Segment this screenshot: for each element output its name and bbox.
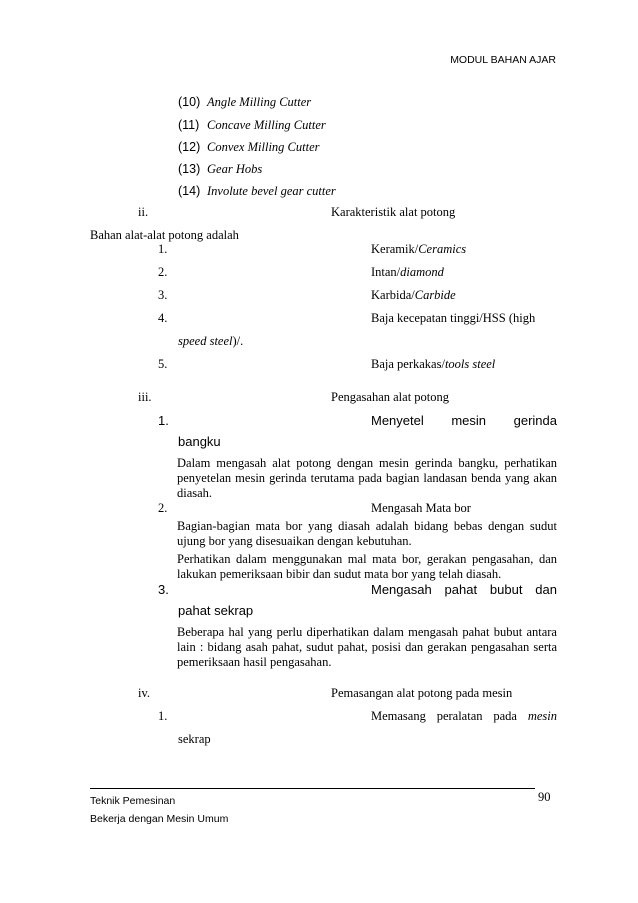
- list-item-text: Involute bevel gear cutter: [207, 184, 336, 198]
- list-number: (14): [178, 184, 201, 198]
- list-number: (11): [178, 118, 200, 132]
- list-number: 3.: [158, 288, 168, 302]
- list-number: (13): [178, 162, 201, 176]
- running-header: MODUL BAHAN AJAR: [450, 54, 556, 66]
- list-item-text: Angle Milling Cutter: [207, 95, 312, 109]
- section-intro: Bahan alat-alat potong adalah: [90, 228, 239, 242]
- subsection-heading: Mengasah Mata bor: [371, 501, 471, 515]
- list-number: 3.: [158, 582, 169, 597]
- footer-title: Teknik Pemesinan: [90, 795, 176, 807]
- material-item: Keramik/Ceramics: [371, 242, 467, 256]
- section-number: iv.: [138, 686, 151, 700]
- section-number: iii.: [138, 390, 152, 404]
- list-number: 2.: [158, 501, 168, 515]
- list-number: 5.: [158, 357, 168, 371]
- list-number: 1.: [158, 413, 169, 428]
- material-item: Intan/diamond: [371, 265, 444, 279]
- subsection-heading: Memasang peralatan pada mesin: [371, 709, 557, 723]
- list-number: 4.: [158, 311, 168, 325]
- material-item-line2: speed steel)/.: [178, 334, 244, 348]
- subsection-heading: Menyetel mesin gerinda: [371, 413, 557, 428]
- material-item: Baja perkakas/tools steel: [371, 357, 496, 371]
- subsection-heading-line2: sekrap: [178, 732, 211, 746]
- material-item-line1: Baja kecepatan tinggi/HSS (high: [371, 311, 536, 325]
- section-number: ii.: [138, 205, 149, 219]
- subsection-body: Beberapa hal yang perlu diperhatikan dalam mengasah pahat bubut antara lain : bidang asah pahat, sudut pahat, posisi dan gerakan pengasahan serta pemeriksaan hasil pengasahan.: [177, 625, 557, 669]
- section-title: Pemasangan alat potong pada mesin: [331, 686, 513, 700]
- material-item: Karbida/Carbide: [371, 288, 456, 302]
- list-number: 2.: [158, 265, 168, 279]
- list-number: (12): [178, 140, 201, 154]
- subsection-heading-line2: pahat sekrap: [178, 603, 254, 618]
- subsection-body: Perhatikan dalam menggunakan mal mata bor, gerakan pengasahan, dan lakukan pemeriksaan bibir dan sudut mata bor yang telah diasah.: [177, 552, 557, 581]
- section-title: Karakteristik alat potong: [331, 205, 456, 219]
- page-number: 90: [538, 790, 551, 804]
- list-item-text: Convex Milling Cutter: [207, 140, 320, 154]
- list-item-text: Gear Hobs: [207, 162, 263, 176]
- list-number: 1.: [158, 242, 168, 256]
- subsection-heading: Mengasah pahat bubut dan: [371, 582, 557, 597]
- list-item-text: Concave Milling Cutter: [207, 118, 326, 132]
- footer-divider: [90, 788, 535, 789]
- list-number: (10): [178, 95, 201, 109]
- subsection-heading-line2: bangku: [178, 434, 221, 449]
- list-number: 1.: [158, 709, 168, 723]
- subsection-body: Dalam mengasah alat potong dengan mesin gerinda bangku, perhatikan penyetelan mesin gerinda terutama pada bagian landasan benda yang akan diasah.: [177, 456, 557, 500]
- subsection-body: Bagian-bagian mata bor yang diasah adalah bidang bebas dengan sudut ujung bor yang disesuaikan dengan kebutuhan.: [177, 519, 557, 548]
- section-title: Pengasahan alat potong: [331, 390, 450, 404]
- footer-subtitle: Bekerja dengan Mesin Umum: [90, 813, 229, 825]
